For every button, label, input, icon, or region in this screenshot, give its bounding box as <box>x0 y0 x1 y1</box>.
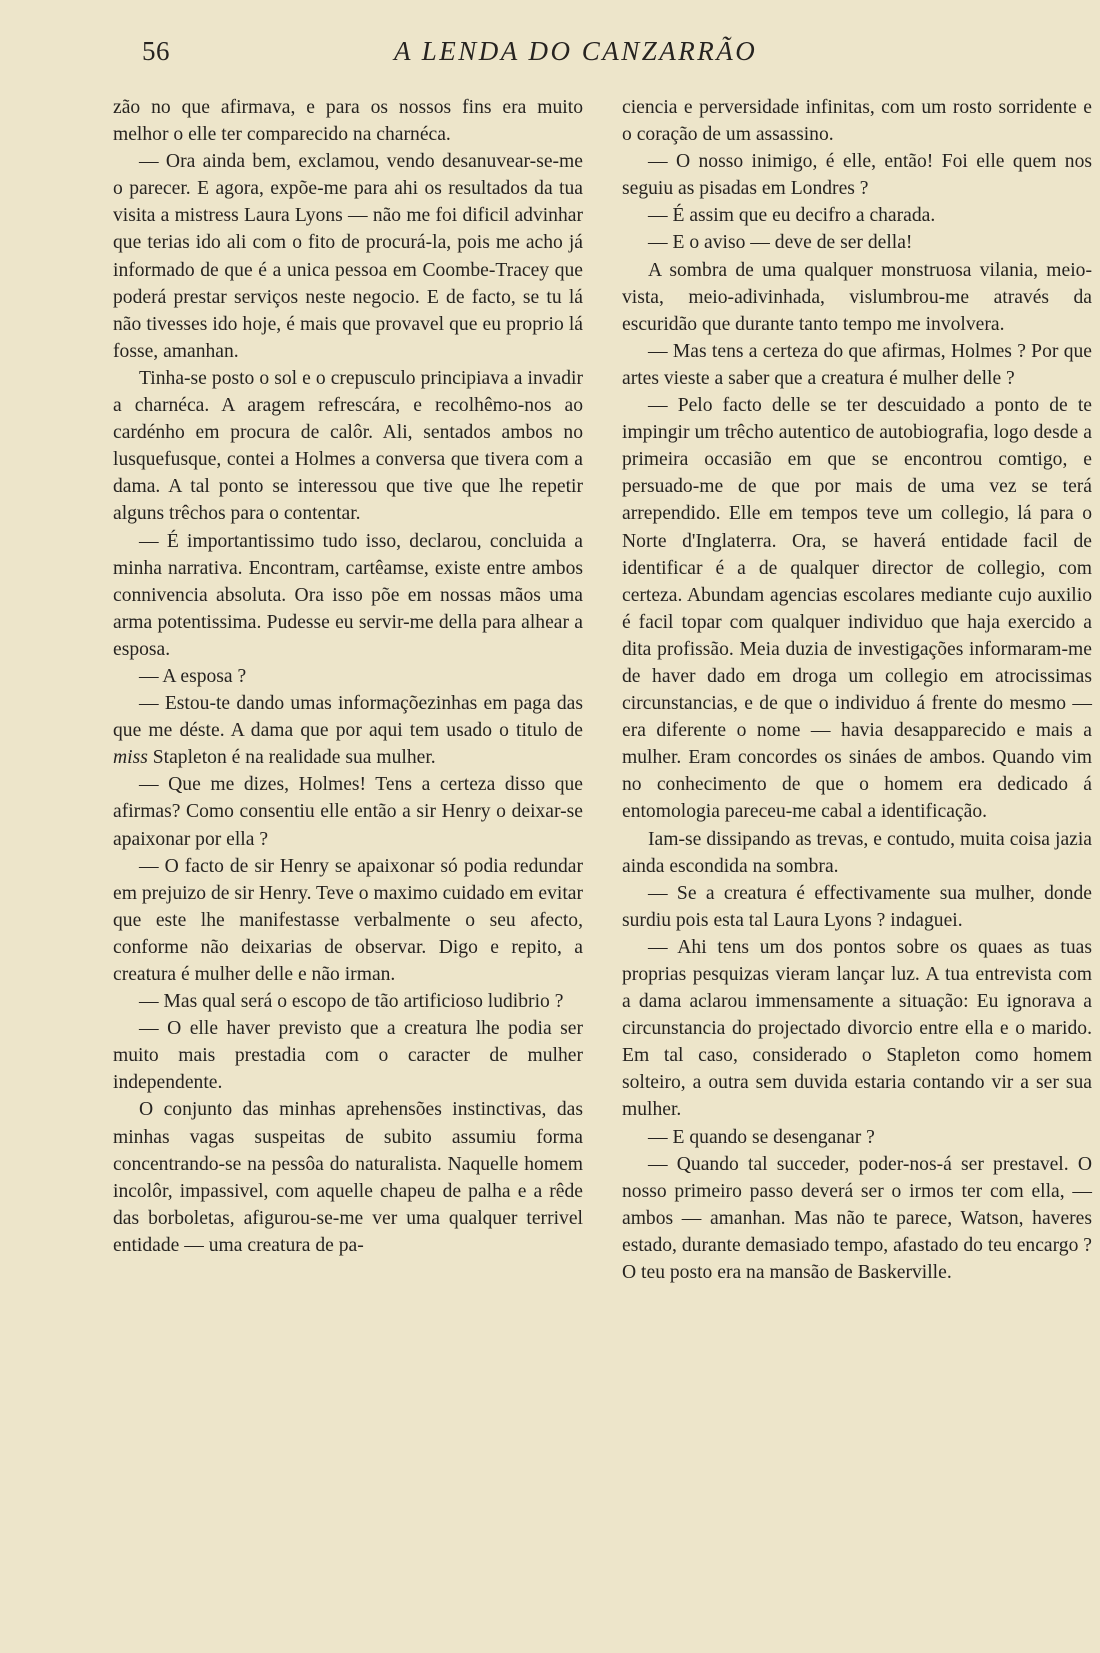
paragraph: — Se a creatura é effectivamente sua mulher, donde surdiu pois esta tal Laura Lyons ? indaguei. <box>622 882 1092 931</box>
paragraph: ciencia e perversidade infinitas, com um rosto sorridente e o coração de um assassino. <box>622 97 1092 146</box>
paragraph: — Que me dizes, Holmes! Tens a certeza disso que afirmas? Como consentiu elle então a sir Henry o deixar-se apaixonar por ella ? <box>113 774 583 850</box>
paragraph: — Mas tens a certeza do que afirmas, Holmes ? Por que artes vieste a saber que a creatura é mulher delle ? <box>622 340 1092 389</box>
paragraph: — E quando se desenganar ? <box>648 1126 875 1148</box>
text-column-right <box>622 94 1092 1286</box>
paragraph: — Pelo facto delle se ter descuidado a ponto de te impingir um trêcho autentico de autobiografia, logo desde a primeira occasião em que se encontrou comtigo, e persuado-me de que por mais de uma vez se terá arrependido. Elle em tempos teve um collegio, lá para o Norte d'Inglaterra. Ora, se haverá entidade facil de identificar é a de qualquer director de collegio, com certeza. Abundam agencias escolares mediante cujo auxilio é facil topar com qualquer individuo que haja exercido a dita profissão. Meia duzia de investigações informaram-me de haver dado em droga um collegio em atrocissimas circunstancias, e de que o individuo á frente do mesmo — era diferente o nome — havia desapparecido e mais a mulher. Eram concordes os sináes de ambos. Quando vim no conhecimento de que o homem era dedicado á entomologia pareceu-me cabal a identificação. <box>622 395 1092 823</box>
paragraph: — Ahi tens um dos pontos sobre os quaes as tuas proprias pesquizas vieram lançar luz. A tua entrevista com a dama aclarou immensamente a situação: Eu ignorava a circunstancia do projectado divorcio entre ella e o marido. Em tal caso, considerado o Stapleton como homem solteiro, a outra sem duvida estaria contando vir a ser sua mulher. <box>622 936 1092 1121</box>
text-column-left <box>113 94 583 1259</box>
page-number: 56 <box>142 36 170 66</box>
running-title: A LENDA DO CANZARRÃO <box>394 36 758 66</box>
paragraph: — O facto de sir Henry se apaixonar só podia redundar em prejuizo de sir Henry. Teve o maximo cuidado em evitar que este lhe manifestasse verbalmente o seu afecto, conforme não deixarias de observar. Digo e repito, a creatura é mulher delle e não irman. <box>113 855 583 985</box>
paragraph: — E o aviso — deve de ser della! <box>648 232 913 254</box>
paragraph: — Mas qual será o escopo de tão artificioso ludibrio ? <box>139 991 564 1013</box>
paragraph: — Ora ainda bem, exclamou, vendo desanuvear-se-me o parecer. E agora, expõe-me para ahi os resultados da tua visita a mistress Laura Lyons — não me foi dificil advinhar que terias ido ali com o fito de procurá-la, pois me acho já informado de que é a unica pessoa em Coombe-Tracey que poderá prestar serviços neste negocio. E de facto, se tu lá não tivesses ido hoje, é mais que provavel que eu proprio lá fosse, amanhan. <box>113 151 583 362</box>
paragraph: — É importantissimo tudo isso, declarou, concluida a minha narrativa. Encontram, cartêamse, existe entre ambos connivencia absoluta. Ora isso põe em nossas mãos uma arma potentissima. Pudesse eu servir-me della para alhear a esposa. <box>113 530 583 660</box>
paragraph: Iam-se dissipando as trevas, e contudo, muita coisa jazia ainda escondida na sombra. <box>622 828 1092 877</box>
paragraph: A sombra de uma qualquer monstruosa vilania, meio-vista, meio-adivinhada, vislumbrou-me através da escuridão que durante tanto tempo me involvera. <box>622 259 1092 335</box>
paragraph: — O nosso inimigo, é elle, então! Foi elle quem nos seguiu as pisadas em Londres ? <box>622 151 1092 200</box>
paragraph: — A esposa ? <box>139 665 247 687</box>
paragraph: zão no que afirmava, e para os nossos fins era muito melhor o elle ter comparecido na charnéca. <box>113 97 583 146</box>
paragraph: — Quando tal succeder, poder-nos-á ser prestavel. O nosso primeiro passo deverá ser o irmos ter com ella, — ambos — amanhan. Mas não te parece, Watson, haveres estado, durante demasiado tempo, afastado do teu encargo ? O teu posto era na mansão de Baskerville. <box>622 1153 1092 1284</box>
paragraph: — O elle haver previsto que a creatura lhe podia ser muito mais prestadia com o caracter de mulher independente. <box>113 1018 583 1094</box>
page-header <box>0 36 1100 86</box>
paragraph-text: Stapleton é na realidade sua mulher. <box>152 747 436 769</box>
paragraph: O conjunto das minhas aprehensões instinctivas, das minhas vagas suspeitas de subito assumiu forma concentrando-se na pessôa do naturalista. Naquelle homem incolôr, impassivel, com aquelle chapeu de palha e a rêde das borboletas, afigurou-se-me ver uma qualquer terrivel entidade — uma creatura de pa- <box>113 1099 583 1256</box>
paragraph-text: — Estou-te dando umas informaçõezinhas em paga das que me déste. A dama que por aqui tem usado o titulo de <box>113 693 583 742</box>
paragraph: Tinha-se posto o sol e o crepusculo principiava a invadir a charnéca. A aragem refrescára, e recolhêmo-nos ao cardénho em procura de calôr. Ali, sentados ambos no lusquefusque, contei a Holmes a conversa que tivera com a dama. A tal ponto se interessou que tive que lhe repetir alguns trêchos para o contentar. <box>113 367 583 525</box>
italic-word: miss <box>113 747 148 769</box>
paragraph: — É assim que eu decifro a charada. <box>648 205 936 227</box>
paragraph <box>113 690 583 771</box>
